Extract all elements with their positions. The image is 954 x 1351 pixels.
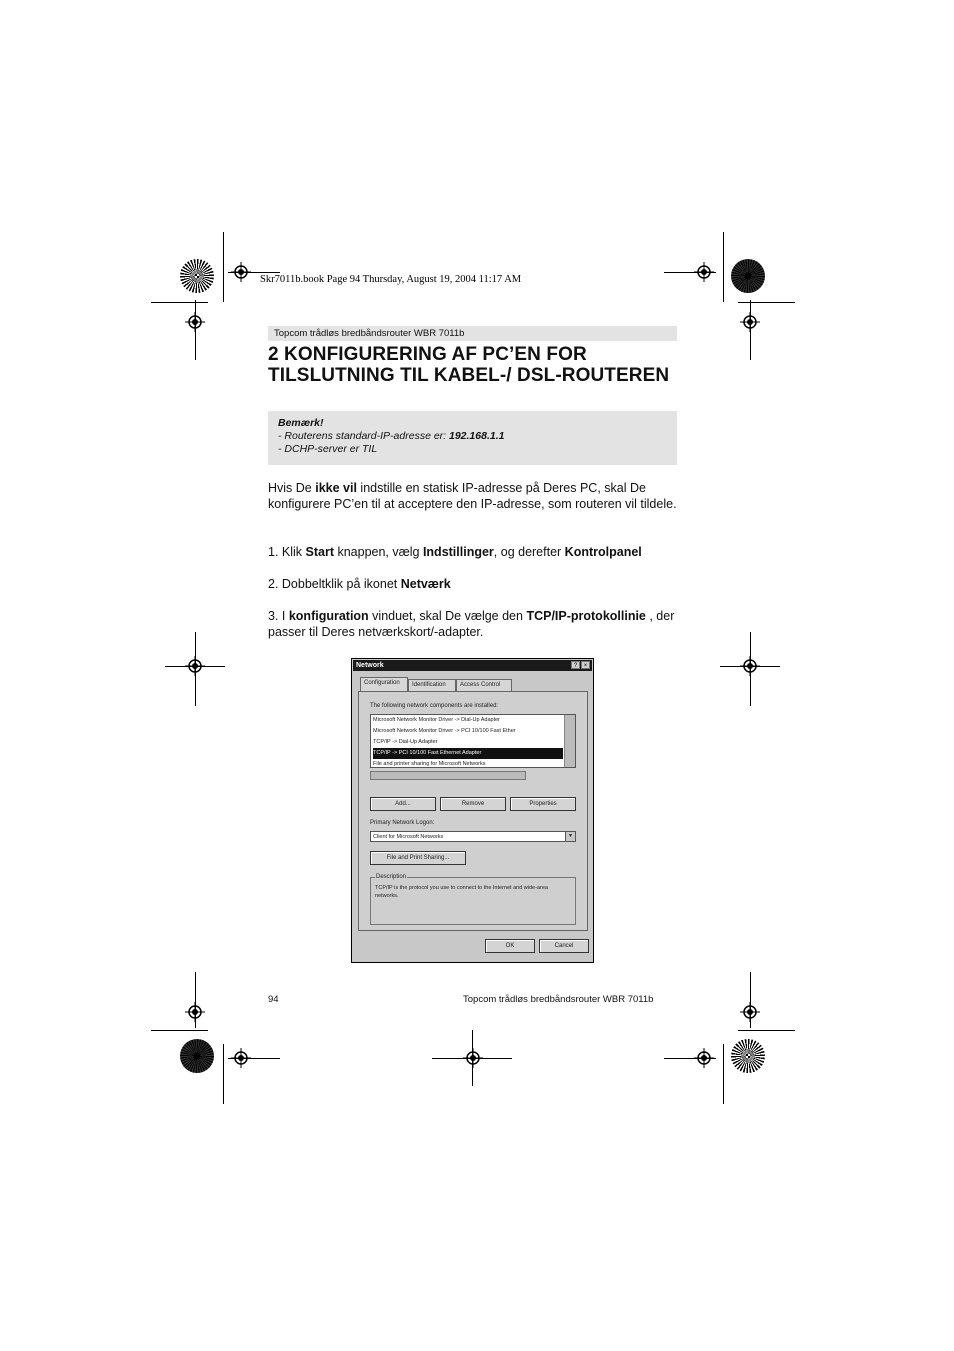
- list-item[interactable]: Microsoft Network Monitor Driver -> PCI 10/100 Fast Ether: [373, 728, 516, 734]
- description-group: [370, 874, 576, 925]
- text-bold: Indstillinger: [422, 545, 494, 559]
- chevron-down-icon[interactable]: ▼: [565, 832, 575, 841]
- print-header: Skr7011b.book Page 94 Thursday, August 19, 2004 11:17 AM: [260, 274, 522, 285]
- network-dialog-screenshot: [351, 658, 594, 963]
- note-ip-value: 192.168.1.1: [449, 430, 505, 442]
- ok-button[interactable]: OK: [485, 939, 535, 953]
- text: indstille en statisk IP-adresse på Deres PC, skal De konfigurere PC’en til at acceptere den IP-adresse, som routeren vil tildele.: [268, 481, 677, 511]
- step-2: [268, 576, 680, 592]
- text: , der passer til Deres netværkskort/-adapter.: [268, 609, 675, 639]
- tab-access-control[interactable]: Access Control: [456, 679, 512, 691]
- registration-mark-icon: [185, 1002, 205, 1022]
- text-bold: Kontrolpanel: [564, 545, 642, 559]
- components-list[interactable]: [370, 714, 576, 768]
- step-1: [268, 544, 680, 560]
- color-calibration-star-icon: [731, 1039, 765, 1073]
- registration-mark-icon: [463, 1048, 483, 1068]
- components-label: The following network components are installed:: [370, 703, 499, 709]
- text-bold: TCP/IP-protokollinie: [526, 609, 646, 623]
- running-header: Topcom trådløs bredbåndsrouter WBR 7011b: [268, 326, 677, 341]
- registration-mark-icon: [231, 262, 251, 282]
- text: , og derefter: [493, 545, 565, 559]
- registration-mark-icon: [740, 312, 760, 332]
- text: Hvis De: [268, 481, 316, 495]
- registration-mark-icon: [185, 312, 205, 332]
- tab-configuration[interactable]: Configuration: [360, 677, 408, 691]
- primary-logon-select[interactable]: [370, 831, 576, 842]
- note-line-1: [278, 430, 667, 443]
- registration-mark-icon: [740, 1002, 760, 1022]
- list-item[interactable]: TCP/IP -> Dial-Up Adapter: [373, 739, 438, 745]
- dialog-title: Network: [356, 662, 384, 669]
- note-box: [268, 411, 677, 465]
- intro-paragraph: [268, 480, 680, 512]
- remove-button[interactable]: Remove: [440, 797, 506, 811]
- list-item-selected[interactable]: TCP/IP -> PCI 10/100 Fast Ethernet Adapter: [373, 748, 563, 759]
- color-calibration-star-icon: [180, 259, 214, 293]
- footer-product: Topcom trådløs bredbåndsrouter WBR 7011b: [463, 994, 654, 1005]
- registration-mark-icon: [694, 1048, 714, 1068]
- title-line-2: TILSLUTNING TIL KABEL-/ DSL-ROUTEREN: [268, 365, 670, 386]
- cancel-button[interactable]: Cancel: [539, 939, 589, 953]
- text: 2. Dobbeltklik på ikonet: [268, 577, 401, 591]
- note-ip-label: - Routerens standard-IP-adresse er:: [278, 430, 449, 442]
- horizontal-scrollbar[interactable]: [370, 771, 526, 780]
- list-item[interactable]: Microsoft Network Monitor Driver -> Dial-Up Adapter: [373, 717, 500, 723]
- text: 1. Klik: [268, 545, 306, 559]
- close-button[interactable]: ×: [581, 661, 590, 669]
- description-title: Description: [376, 874, 407, 880]
- text: vinduet, skal De vælge den: [368, 609, 527, 623]
- color-calibration-star-icon: [731, 259, 765, 293]
- registration-mark-icon: [185, 656, 205, 676]
- note-line-2: - DCHP-server er TIL: [278, 443, 378, 455]
- title-line-1: 2 KONFIGURERING AF PC’EN FOR: [268, 344, 587, 365]
- vertical-scrollbar[interactable]: [564, 715, 575, 767]
- color-calibration-star-icon: [180, 1039, 214, 1073]
- properties-button[interactable]: Properties: [510, 797, 576, 811]
- note-heading: Bemærk!: [278, 417, 324, 429]
- add-button[interactable]: Add...: [370, 797, 436, 811]
- registration-mark-icon: [740, 656, 760, 676]
- list-item[interactable]: File and printer sharing for Microsoft Networks: [373, 761, 486, 767]
- help-button[interactable]: ?: [571, 661, 580, 669]
- primary-logon-value: Client for Microsoft Networks: [373, 834, 444, 840]
- file-print-sharing-button[interactable]: File and Print Sharing...: [370, 851, 466, 865]
- text: 3. I: [268, 609, 289, 623]
- description-text: TCP/IP is the protocol you use to connect to the Internet and wide-area networks.: [375, 885, 548, 899]
- registration-mark-icon: [694, 262, 714, 282]
- registration-mark-icon: [231, 1048, 251, 1068]
- text-bold: Start: [305, 545, 334, 559]
- page-title: [268, 344, 688, 386]
- text-bold: konfiguration: [288, 609, 369, 623]
- text-bold: Netværk: [400, 577, 451, 591]
- dialog-title-bar: [353, 660, 592, 671]
- text-bold: ikke vil: [315, 481, 357, 495]
- tab-identification[interactable]: Identification: [408, 679, 456, 691]
- primary-logon-label: Primary Network Logon:: [370, 820, 435, 826]
- text: knappen, vælg: [334, 545, 423, 559]
- step-3: [268, 608, 680, 640]
- page-number: 94: [268, 994, 279, 1005]
